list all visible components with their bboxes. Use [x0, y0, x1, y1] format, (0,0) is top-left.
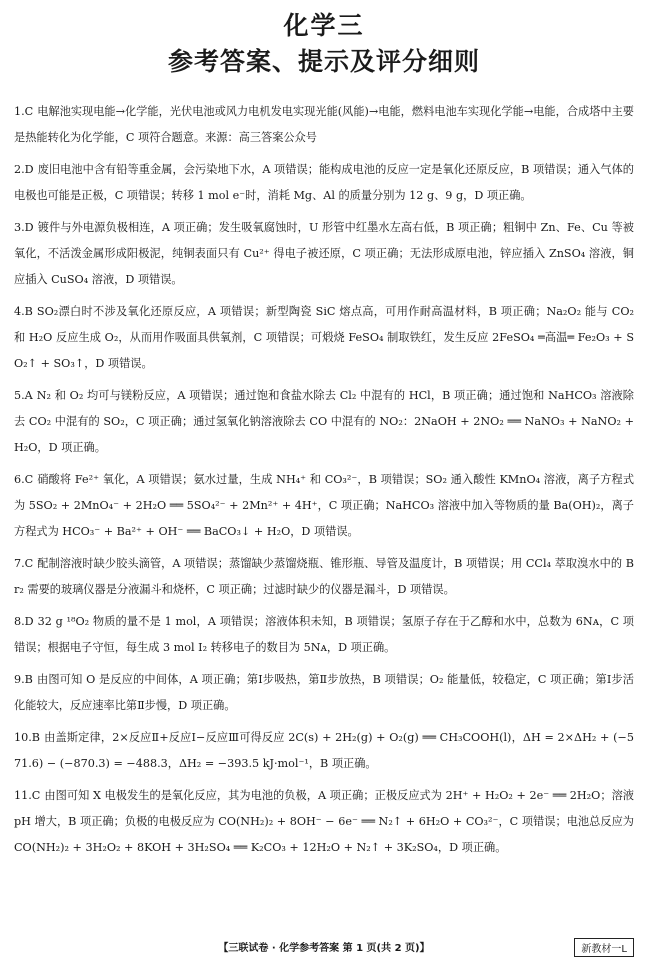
answer-explanation: 32 g ¹⁸O₂ 物质的量不是 1 mol，A 项错误；溶液体积未知，B 项错误；氢原子存在于乙醇和水中，总数为 6Nᴀ，C 项错误；根据电子守恒，每生成 3 mol I₂ 转移电子的数目为 5Nᴀ，D 项正确。 [14, 615, 634, 654]
answer-item-7 [14, 551, 634, 603]
answer-number: 5.A [14, 389, 33, 402]
footer-page-info: 【三联试卷 · 化学参考答案 第 1 页(共 2 页)】 [218, 943, 430, 954]
edition-tag: 新教材一L [574, 938, 634, 957]
answer-item-8 [14, 609, 634, 661]
page-footer [14, 938, 634, 956]
answer-number: 2.D [14, 163, 34, 176]
answer-explanation: 由盖斯定律，2×反应Ⅱ+反应Ⅰ−反应Ⅲ可得反应 2C(s) + 2H₂(g) + O₂(g) ══ CH₃COOH(l)，ΔH = 2×ΔH₂ + (−571.6) − (−870.3) = −488.3，ΔH₂ = −393.5 kJ·mol⁻¹，B 项正确。 [14, 731, 634, 770]
answer-item-11 [14, 783, 634, 861]
answer-explanation: N₂ 和 O₂ 均可与镁粉反应，A 项错误；通过饱和食盐水除去 Cl₂ 中混有的 HCl，B 项正确；通过饱和 NaHCO₃ 溶液除去 CO₂ 中混有的 SO₂，C 项正确；通过氢氧化钠溶液除去 CO 中混有的 NO₂：2NaOH + 2NO₂ ══ NaNO₃ + NaNO₂ + H₂O，D 项正确。 [14, 389, 634, 454]
answer-number: 11.C [14, 789, 41, 802]
answer-explanation: 废旧电池中含有铅等重金属，会污染地下水，A 项错误；能构成电池的反应一定是氧化还原反应，B 项错误；通入气体的电极也可能是正极，C 项错误；转移 1 mol e⁻时，消耗 Mg、Al 的质量分别为 12 g、9 g，D 项正确。 [14, 163, 634, 202]
answer-number: 4.B [14, 305, 33, 318]
answer-item-1 [14, 99, 634, 151]
answer-number: 10.B [14, 731, 41, 744]
answer-explanation: 由图可知 O 是反应的中间体，A 项正确；第Ⅰ步吸热，第Ⅱ步放热，B 项错误；O₂ 能量低，较稳定，C 项正确；第Ⅰ步活化能较大，反应速率比第Ⅱ步慢，D 项正确。 [14, 673, 634, 712]
answer-explanation: SO₂漂白时不涉及氧化还原反应，A 项错误；新型陶瓷 SiC 熔点高，可用作耐高温材料，B 项正确；Na₂O₂ 能与 CO₂ 和 H₂O 反应生成 O₂，从而用作吸面具供氧剂，C 项错误；可煅烧 FeSO₄ 制取铁红，发生反应 2FeSO₄ ═高温═ Fe₂O₃ + SO₂↑ + SO₃↑，D 项错误。 [14, 305, 634, 370]
answer-item-6 [14, 467, 634, 545]
answer-number: 1.C [14, 105, 34, 118]
answer-explanation: 配制溶液时缺少胶头滴管，A 项错误；蒸馏缺少蒸馏烧瓶、锥形瓶、导管及温度计，B 项错误；用 CCl₄ 萃取溴水中的 Br₂ 需要的玻璃仪器是分液漏斗和烧杯，C 项正确；过滤时缺少的仪器是漏斗，D 项错误。 [14, 557, 634, 596]
answer-number: 8.D [14, 615, 34, 628]
answer-item-3 [14, 215, 634, 293]
answer-explanation: 镀件与外电源负极相连，A 项正确；发生吸氧腐蚀时，U 形管中红墨水左高右低，B 项正确；粗铜中 Zn、Fe、Cu 等被氧化，不活泼金属形成阳极泥，纯铜表面只有 Cu²⁺ 得电子被还原，C 项正确；无法形成原电池，锌应插入 ZnSO₄ 溶液，铜应插入 CuSO₄ 溶液，D 项错误。 [14, 221, 634, 286]
answer-item-4 [14, 299, 634, 377]
answer-item-9 [14, 667, 634, 719]
answer-number: 6.C [14, 473, 34, 486]
answer-item-5 [14, 383, 634, 461]
page-subtitle: 参考答案、提示及评分细则 [167, 47, 480, 76]
answer-explanation: 硝酸将 Fe²⁺ 氧化，A 项错误；氨水过量，生成 NH₄⁺ 和 CO₃²⁻，B 项错误；SO₂ 通入酸性 KMnO₄ 溶液，离子方程式为 5SO₂ + 2MnO₄⁻ + 2H₂O ══ 5SO₄²⁻ + 2Mn²⁺ + 4H⁺，C 项正确；NaHCO₃ 溶液中加入等物质的量 Ba(OH)₂，离子方程式为 HCO₃⁻ + Ba²⁺ + OH⁻ ══ BaCO₃↓ + H₂O，D 项错误。 [14, 473, 634, 538]
answer-explanation: 由图可知 X 电极发生的是氧化反应，其为电池的负极，A 项正确；正极反应式为 2H⁺ + H₂O₂ + 2e⁻ ══ 2H₂O；溶液 pH 增大，B 项正确；负极的电极反应为 CO(NH₂)₂ + 8OH⁻ − 6e⁻ ══ N₂↑ + 6H₂O + CO₃²⁻，C 项错误；电池总反应为 CO(NH₂)₂ + 3H₂O₂ + 8KOH + 3H₂SO₄ ══ K₂CO₃ + 12H₂O + N₂↑ + 3K₂SO₄，D 项正确。 [14, 789, 634, 854]
answer-explanation: 电解池实现电能→化学能，光伏电池或风力电机发电实现光能(风能)→电能，燃料电池车实现化学能→电能，合成塔中主要是热能转化为化学能，C 项符合题意。来源：高三答案公众号 [14, 105, 634, 144]
page-title: 化学三 [283, 11, 365, 40]
answer-number: 9.B [14, 673, 33, 686]
answer-item-10 [14, 725, 634, 777]
answer-list [14, 99, 634, 867]
answer-item-2 [14, 157, 634, 209]
answer-number: 7.C [14, 557, 34, 570]
answer-number: 3.D [14, 221, 34, 234]
